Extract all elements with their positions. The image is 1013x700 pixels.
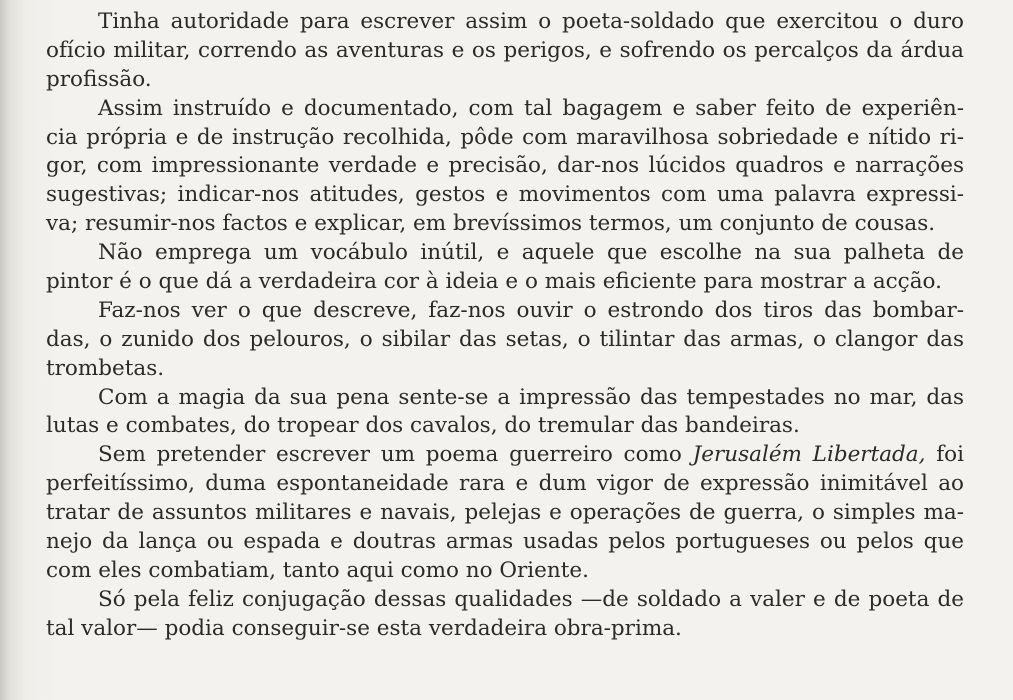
text-line: va; resumir-nos factos e explicar, em brevíssimos termos, um conjunto de cousas. (46, 211, 936, 237)
text-line: Não emprega um vocábulo inútil, e aquele que escolhe na sua palheta de (98, 240, 964, 266)
text-line: ofício militar, correndo as aventuras e os perigos, e sofrendo os percalços da árdua (46, 37, 964, 63)
text-fragment: foi (936, 442, 964, 468)
text-line: Assim instruído e documentado, com tal bagagem e saber feito de experiên- (98, 95, 964, 121)
paragraph-4 (46, 297, 964, 384)
text-line: Tinha autoridade para escrever assim o poeta-soldado que exercitou o duro (98, 9, 964, 34)
text-line: nejo da lança ou espada e doutras armas usadas pelos portugueses ou pelos que (46, 529, 964, 555)
paragraph-7 (46, 586, 964, 644)
text-line: pintor é o que dá a verdadeira cor à ideia e o mais eficiente para mostrar a acção. (46, 269, 942, 295)
text-line (46, 441, 964, 470)
text-line: Faz-nos ver o que descreve, faz-nos ouvir o estrondo dos tiros das bombar- (98, 297, 964, 323)
text-line: das, o zunido dos pelouros, o sibilar das setas, o tilintar das armas, o clangor das (46, 326, 964, 352)
text-line: profissão. (46, 66, 152, 92)
paragraph-1 (46, 8, 964, 95)
book-title-italic: Jerusalém Libertada, (692, 442, 926, 468)
text-line: lutas e combates, do tropear dos cavalos, do tremular das bandeiras. (46, 413, 800, 439)
text-line: cia própria e de instrução recolhida, pôde com maravilhosa sobriedade e nítido ri- (46, 124, 964, 150)
text-line: tratar de assuntos militares e navais, pelejas e operações de guerra, o simples ma- (46, 500, 964, 526)
body-text (46, 8, 964, 644)
paragraph-6 (46, 441, 964, 585)
text-line: Com a magia da sua pena sente-se a impressão das tempestades no mar, das (98, 384, 964, 410)
paragraph-2 (46, 95, 964, 239)
text-line: tal valor— podia conseguir-se esta verdadeira obra-prima. (46, 615, 682, 641)
text-line: perfeitíssimo, duma espontaneidade rara e dum vigor de expressão inimitável ao (46, 471, 964, 497)
text-line: com eles combatiam, tanto aqui como no Oriente. (46, 557, 589, 583)
text-line: sugestivas; indicar-nos atitudes, gestos e movimentos com uma palavra expressi- (46, 182, 964, 208)
text-line: Só pela feliz conjugação dessas qualidades —de soldado a valer e de poeta de (98, 586, 964, 612)
paragraph-5 (46, 384, 964, 442)
text-line: trombetas. (46, 355, 165, 381)
paragraph-3 (46, 239, 964, 297)
text-fragment: Sem pretender escrever um poema guerreiro como (98, 442, 682, 468)
text-line: gor, com impressionante verdade e precisão, dar-nos lúcidos quadros e narrações (46, 153, 964, 179)
